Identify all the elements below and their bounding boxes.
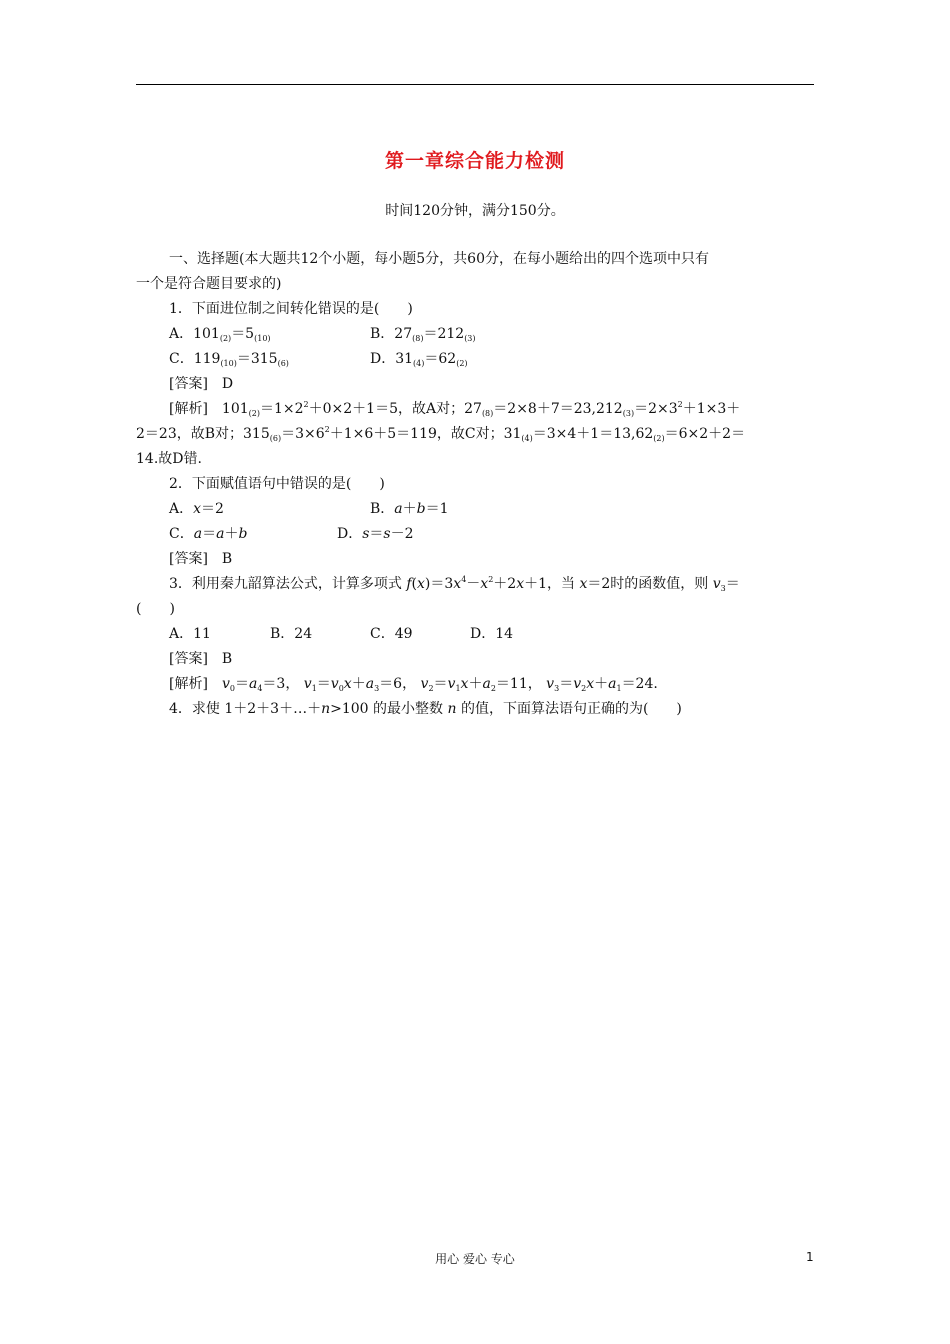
q3-option-b: B．24 <box>270 626 313 642</box>
q1-analysis-line2: 2＝23，故B对；$315_{(6)}=3\times 6^2+1\times 6+5=119$，故C对；$31_{(4)}=3\times 4+1=13,62_{(2)}=6\times 2+2=$ <box>136 425 746 443</box>
q4-stem: 4．求使 1＋2＋3＋…＋n>100 的最小整数 n 的值，下面算法语句正确的为( ) <box>169 701 682 717</box>
exam-info: 时间120分钟，满分150分。 <box>385 203 565 219</box>
q3-options <box>169 624 814 644</box>
q1-analysis-line3: 14.故D错. <box>136 451 202 467</box>
section-heading-line1: 一、选择题(本大题共12个小题，每小题5分，共60分，在每小题给出的四个选项中只有 <box>169 251 709 267</box>
page-number: 1 <box>806 1250 814 1264</box>
q2-option-b: B．a＋b＝1 <box>370 501 449 517</box>
q3-option-c: C．49 <box>370 626 413 642</box>
header-rule <box>136 84 814 85</box>
q2-answer: [答案] B <box>169 551 233 567</box>
page-title: 第一章综合能力检测 <box>384 150 565 172</box>
footer-text: 用心 爱心 专心 <box>435 1252 515 1266</box>
q3-answer: [答案] B <box>169 651 233 667</box>
q1-stem: 1．下面进位制之间转化错误的是( ) <box>169 301 413 317</box>
q1-option-a: A．$101_{(2)}=5_{(10)}$ <box>169 326 271 343</box>
q1-answer: [答案] D <box>169 376 234 392</box>
q2-options-ab <box>169 499 814 519</box>
q2-options-cd <box>169 524 814 544</box>
q2-option-d: D．s＝s－2 <box>337 526 414 542</box>
q1-analysis-line1: [解析] $101_{(2)}=1\times 2^2+0\times 2+1=5$，故A对；$27_{(8)}=2\times 8+7=23,212_{(3)}=2\times 3^2+1\times 3+$ <box>169 400 741 418</box>
q2-option-a: A．x＝2 <box>169 501 224 517</box>
section-heading-line2: 一个是符合题目要求的) <box>136 276 282 292</box>
q1-option-b: B．$27_{(8)}=212_{(3)}$ <box>370 326 476 343</box>
q2-stem: 2．下面赋值语句中错误的是( ) <box>169 476 385 492</box>
q1-options-ab <box>169 324 814 344</box>
q3-option-a: A．11 <box>169 626 211 642</box>
q2-option-c: C．a＝a＋b <box>169 526 248 542</box>
q1-option-d: D．$31_{(4)}=62_{(2)}$ <box>370 351 468 368</box>
q3-analysis: [解析] $v_0=a_4=3$， $v_1=v_0x+a_3=6$， $v_2=v_1x+a_2=11$， $v_3=v_2x+a_1=24$. <box>169 676 658 693</box>
q3-stem: 3．利用秦九韶算法公式，计算多项式 $f(x)=3x^4-x^2+2x+1$，当 x＝2时的函数值，则 $v_3=$ <box>169 575 740 593</box>
q1-option-c: C．$119_{(10)}=315_{(6)}$ <box>169 351 289 368</box>
q3-stem-cont: ( ) <box>136 601 175 617</box>
q3-option-d: D．14 <box>470 626 514 642</box>
q1-options-cd <box>169 349 814 369</box>
